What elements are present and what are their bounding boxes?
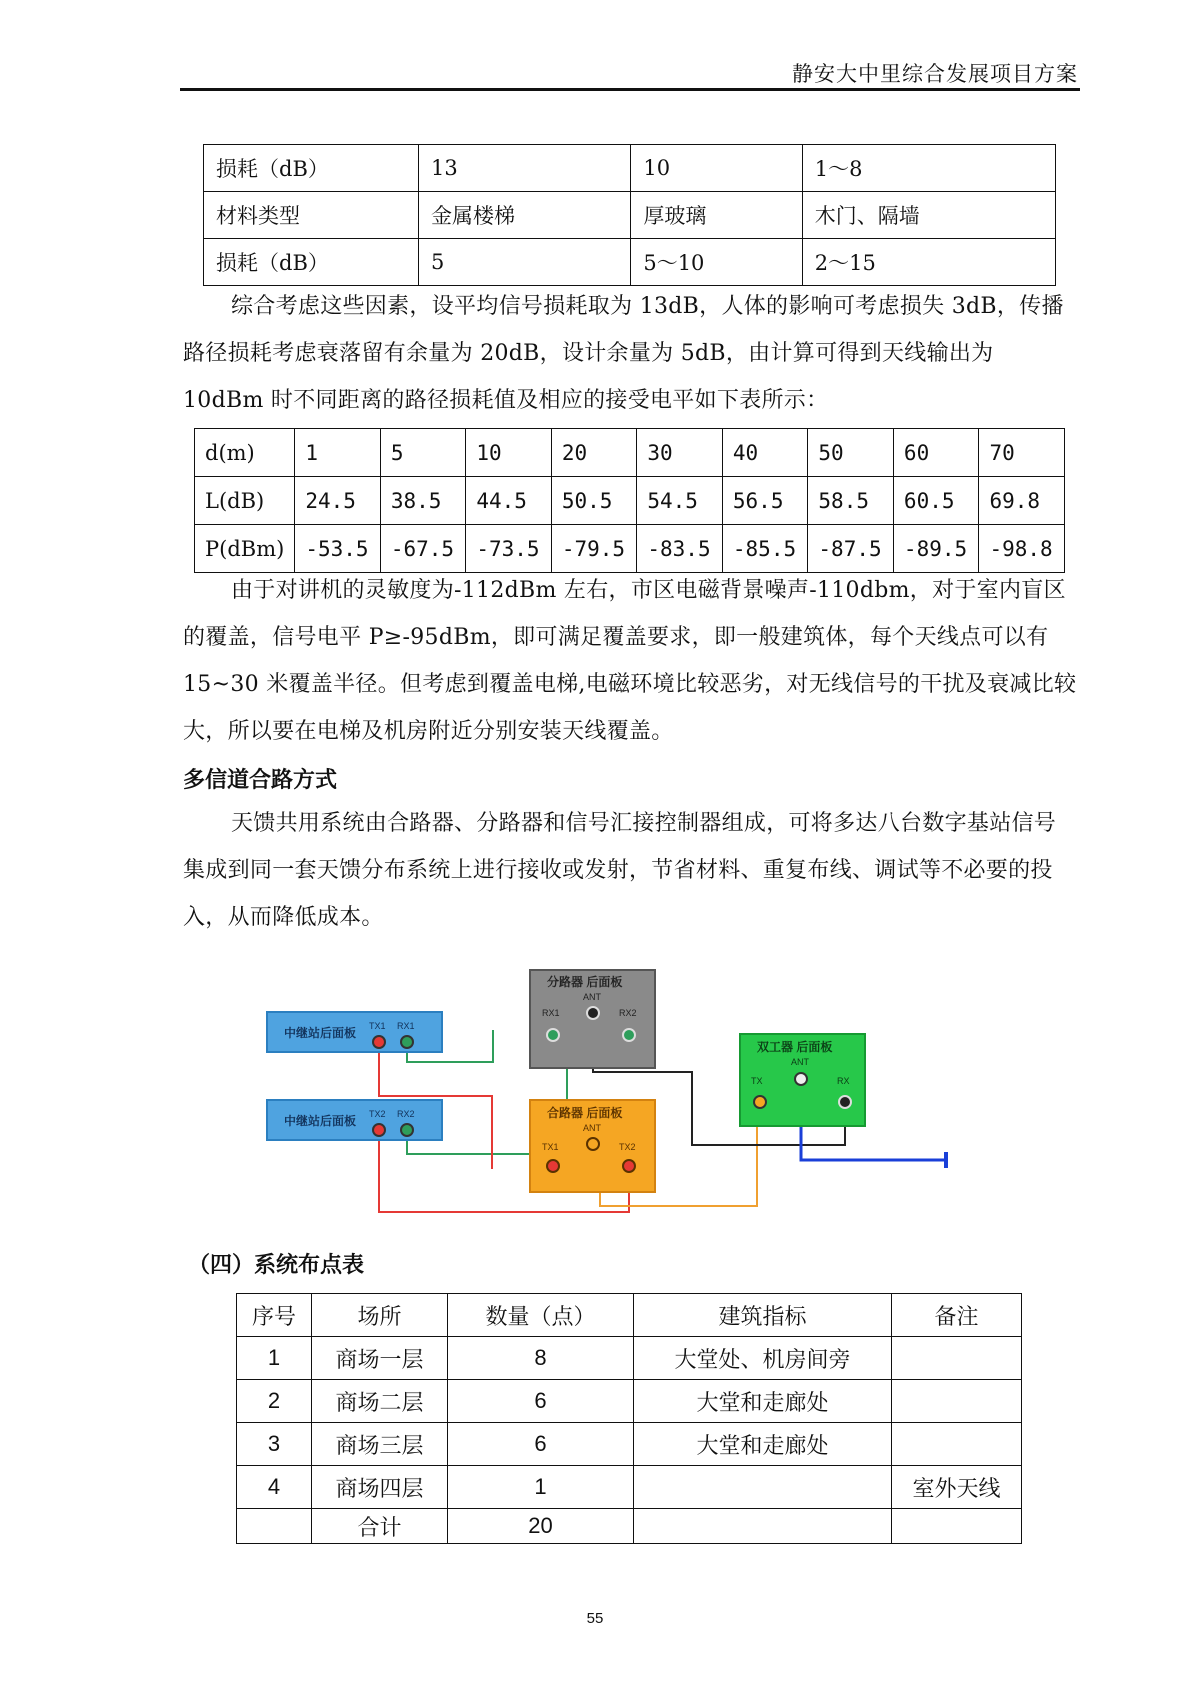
table-row	[204, 192, 1056, 239]
table-cell: 10	[466, 429, 552, 477]
total-label: 合计	[312, 1509, 448, 1544]
table-cell: 5～10	[631, 239, 802, 286]
table-cell: 大堂和走廊处	[634, 1423, 892, 1466]
table-cell: -85.5	[722, 525, 808, 573]
combiner-ant-label: ANT	[583, 1123, 601, 1133]
table-cell: 58.5	[808, 477, 894, 525]
table-cell: 38.5	[380, 477, 466, 525]
table-cell: 10	[631, 145, 802, 192]
table-cell	[237, 1509, 312, 1544]
header-rule	[180, 88, 1080, 91]
duplexer-tx-port	[754, 1096, 766, 1108]
table-cell: 商场三层	[312, 1423, 448, 1466]
combiner-tx1-port	[547, 1160, 559, 1172]
table-total-row	[237, 1509, 1022, 1544]
port-tx2	[373, 1124, 385, 1136]
section-heading-layout-table: （四）系统布点表	[188, 1252, 365, 1278]
port-label-tx2: TX2	[369, 1109, 386, 1119]
table-cell: -83.5	[637, 525, 723, 573]
table-cell: 1	[448, 1466, 634, 1509]
table-cell: 50.5	[551, 477, 637, 525]
table-cell: -98.8	[979, 525, 1065, 573]
port-rx2	[401, 1124, 413, 1136]
table-cell: 1～8	[802, 145, 1055, 192]
repeater-2-label: 中继站后面板	[284, 1114, 357, 1128]
table-row	[237, 1466, 1022, 1509]
table-cell: 24.5	[295, 477, 381, 525]
table-cell: 损耗（dB）	[204, 239, 419, 286]
table-cell: -67.5	[380, 525, 466, 573]
splitter-ant-port	[587, 1007, 599, 1019]
table-cell: 商场一层	[312, 1337, 448, 1380]
port-label-rx1: RX1	[397, 1021, 415, 1031]
table-cell: 69.8	[979, 477, 1065, 525]
page-number: 55	[586, 1610, 604, 1627]
duplexer-rx-label: RX	[837, 1076, 850, 1086]
table-cell	[634, 1509, 892, 1544]
table-cell: 商场四层	[312, 1466, 448, 1509]
port-tx1	[373, 1036, 385, 1048]
table-row	[237, 1380, 1022, 1423]
table-row	[237, 1337, 1022, 1380]
table-row	[204, 239, 1056, 286]
port-rx1	[401, 1036, 413, 1048]
table-cell: 1	[295, 429, 381, 477]
table-cell: 13	[419, 145, 631, 192]
table-cell: 60.5	[893, 477, 979, 525]
table-header-cell: 数量（点）	[448, 1294, 634, 1337]
table-cell: -79.5	[551, 525, 637, 573]
table-cell: 20	[551, 429, 637, 477]
combiner-tx1-label: TX1	[542, 1142, 559, 1152]
duplexer-tx-label: TX	[751, 1076, 763, 1086]
paragraph-sensitivity: 由于对讲机的灵敏度为-112dBm 左右，市区电磁背景噪声-110dbm，对于室内盲区的覆盖，信号电平 P≥-95dBm，即可满足覆盖要求，即一般建筑体，每个天线点可以有 15~30 米覆盖半径。但考虑到覆盖电梯,电磁环境比较恶劣，对无线信号的干扰及衰减比较大，所以要在电梯及机房附近分别安装天线覆盖。	[183, 578, 1077, 744]
table-cell: 30	[637, 429, 723, 477]
table-cell: 4	[237, 1466, 312, 1509]
table-cell: -89.5	[893, 525, 979, 573]
table-cell	[892, 1423, 1022, 1466]
table-row	[195, 477, 1065, 525]
paragraph-feeder-system: 天馈共用系统由合路器、分路器和信号汇接控制器组成，可将多达八台数字基站信号集成到同一套天馈分布系统上进行接收或发射，节省材料、重复布线、调试等不必要的投入，从而降低成本。	[183, 811, 1057, 930]
combiner-wiring-diagram	[262, 962, 962, 1227]
table-cell: P(dBm)	[195, 525, 295, 573]
table-cell: 54.5	[637, 477, 723, 525]
splitter-ant-label: ANT	[583, 992, 601, 1002]
splitter-rx2-port	[623, 1029, 635, 1041]
combiner-label: 合路器 后面板	[547, 1106, 623, 1120]
repeater-1-label: 中继站后面板	[284, 1026, 357, 1040]
combiner-tx2-port	[623, 1160, 635, 1172]
table-cell: 室外天线	[892, 1466, 1022, 1509]
table-cell: 3	[237, 1423, 312, 1466]
table-cell	[892, 1380, 1022, 1423]
table-row	[237, 1423, 1022, 1466]
table-cell: L(dB)	[195, 477, 295, 525]
table-cell: 40	[722, 429, 808, 477]
duplexer-ant-label: ANT	[791, 1057, 809, 1067]
table-cell: 5	[419, 239, 631, 286]
port-label-rx2: RX2	[397, 1109, 415, 1119]
table-header-cell: 序号	[237, 1294, 312, 1337]
paragraph-loss-summary: 综合考虑这些因素，设平均信号损耗取为 13dB，人体的影响可考虑损失 3dB，传播路径损耗考虑衰落留有余量为 20dB，设计余量为 5dB，由计算可得到天线输出为 10dBm 时不同距离的路径损耗值及相应的接受电平如下表所示：	[183, 294, 1064, 413]
table-cell: 56.5	[722, 477, 808, 525]
table-cell	[892, 1337, 1022, 1380]
table-cell	[892, 1509, 1022, 1544]
table-header-cell: 建筑指标	[634, 1294, 892, 1337]
table-cell: 6	[448, 1423, 634, 1466]
splitter-rx1-label: RX1	[542, 1008, 560, 1018]
material-loss-table	[203, 144, 1056, 286]
table-cell: 2	[237, 1380, 312, 1423]
table-cell: 损耗（dB）	[204, 145, 419, 192]
table-cell: 材料类型	[204, 192, 419, 239]
table-cell: 6	[448, 1380, 634, 1423]
duplexer-rx-port	[839, 1096, 851, 1108]
splitter-rx1-port	[547, 1029, 559, 1041]
splitter-label: 分路器 后面板	[547, 975, 623, 989]
table-cell: 50	[808, 429, 894, 477]
table-cell: 1	[237, 1337, 312, 1380]
table-cell: 木门、隔墙	[802, 192, 1055, 239]
table-cell: 5	[380, 429, 466, 477]
page-header-title: 静安大中里综合发展项目方案	[792, 62, 1078, 86]
table-row	[204, 145, 1056, 192]
combiner-tx2-label: TX2	[619, 1142, 636, 1152]
table-cell: -53.5	[295, 525, 381, 573]
duplexer-ant-port	[795, 1073, 807, 1085]
table-cell: 大堂处、机房间旁	[634, 1337, 892, 1380]
table-cell: 60	[893, 429, 979, 477]
table-cell: 金属楼梯	[419, 192, 631, 239]
duplexer-label: 双工器 后面板	[757, 1040, 833, 1054]
port-label-tx1: TX1	[369, 1021, 386, 1031]
total-value: 20	[448, 1509, 634, 1544]
table-cell: 2～15	[802, 239, 1055, 286]
table-cell: -73.5	[466, 525, 552, 573]
table-cell: 大堂和走廊处	[634, 1380, 892, 1423]
table-row	[195, 429, 1065, 477]
table-cell: 8	[448, 1337, 634, 1380]
table-cell: 商场二层	[312, 1380, 448, 1423]
path-loss-table	[194, 428, 1065, 573]
table-cell: d(m)	[195, 429, 295, 477]
table-header-cell: 备注	[892, 1294, 1022, 1337]
point-layout-table	[236, 1293, 1022, 1544]
table-cell: -87.5	[808, 525, 894, 573]
table-cell: 厚玻璃	[631, 192, 802, 239]
table-row	[195, 525, 1065, 573]
table-cell: 70	[979, 429, 1065, 477]
splitter-rx2-label: RX2	[619, 1008, 637, 1018]
table-header-row	[237, 1294, 1022, 1337]
table-cell: 44.5	[466, 477, 552, 525]
combiner-ant-port	[587, 1138, 599, 1150]
section-heading-multichannel: 多信道合路方式	[183, 767, 338, 793]
table-header-cell: 场所	[312, 1294, 448, 1337]
table-cell	[634, 1466, 892, 1509]
